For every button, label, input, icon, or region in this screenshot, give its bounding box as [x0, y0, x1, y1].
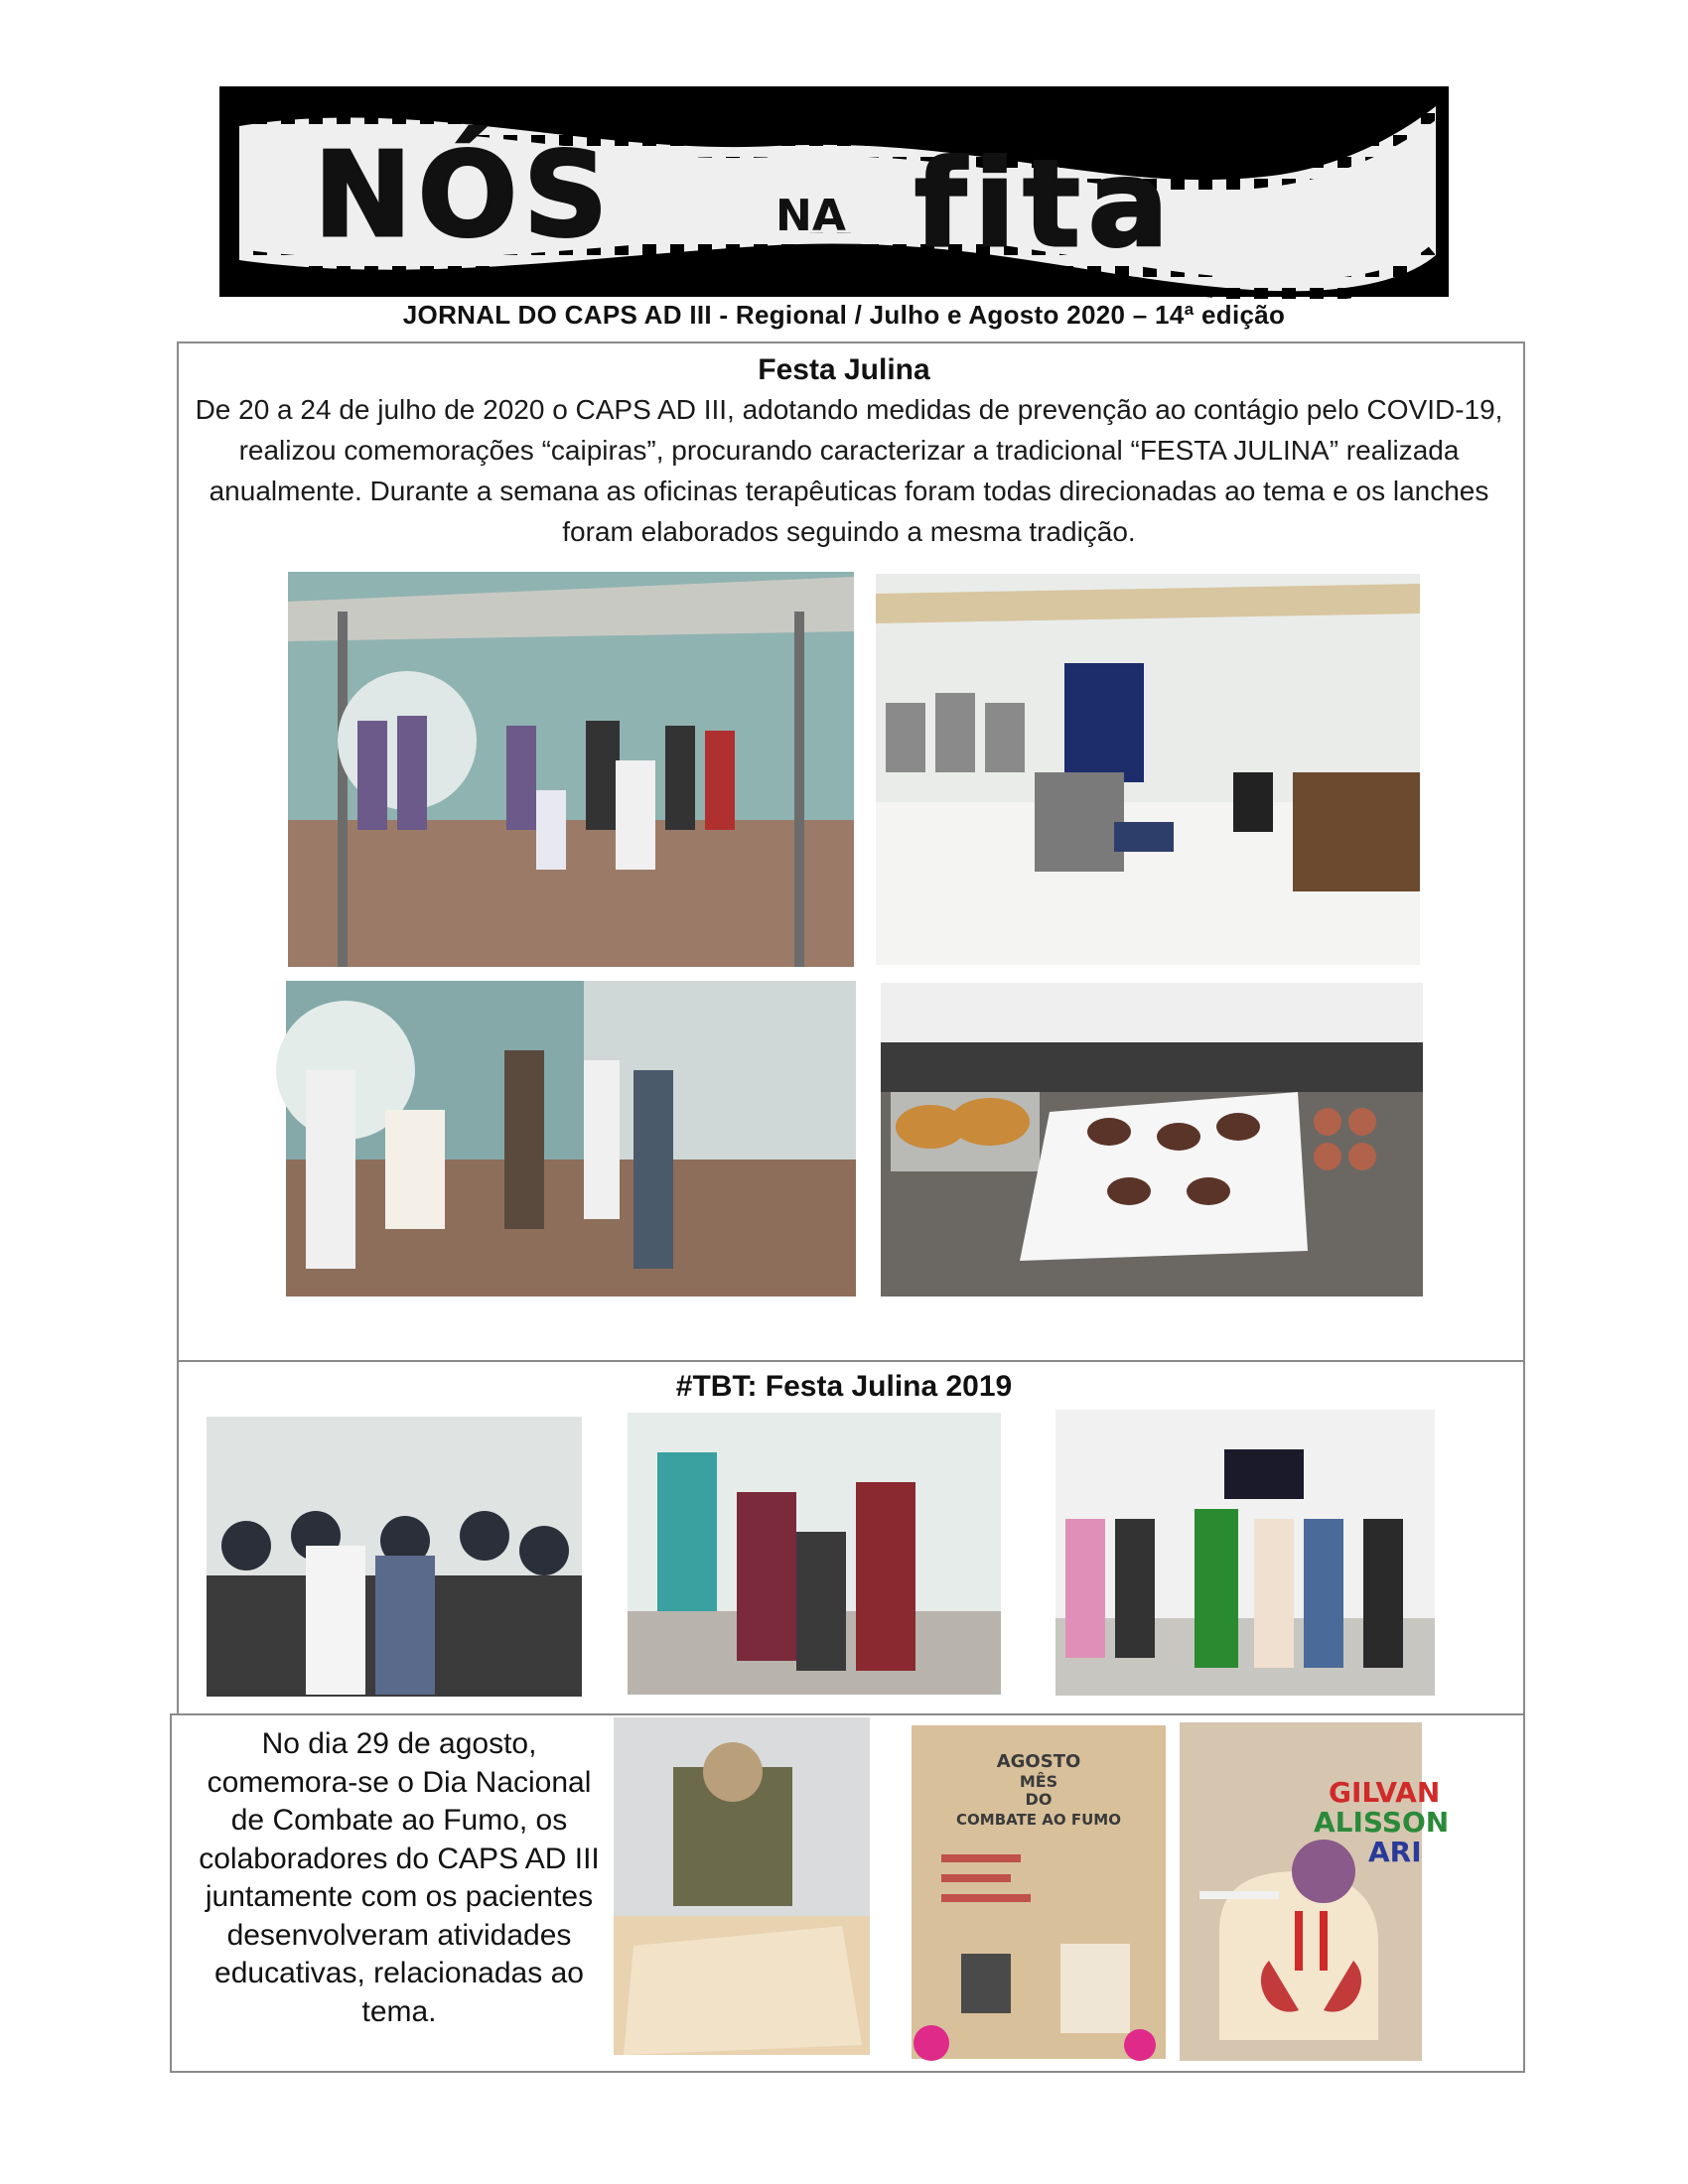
- photo-indoor-hall: [876, 574, 1420, 965]
- combate-fumo-text: No dia 29 de agosto, comemora-se o Dia Nacional de Combate ao Fumo, os colaboradores do CAPS AD III juntamente com os pacientes desenvolveram atividades educativas, relacionadas ao tema.: [199, 1727, 600, 2028]
- masthead-logo: [219, 86, 1449, 297]
- photo-tbt-costumes: [1055, 1410, 1435, 1696]
- photo-tbt-crowd: [207, 1417, 582, 1697]
- svg-text:fita: fita: [914, 136, 1177, 274]
- photo-outdoor-group: [288, 572, 854, 967]
- svg-text:NÓS: NÓS: [314, 126, 615, 263]
- svg-text:NA: NA: [775, 191, 846, 241]
- poster-name-2: ALISSON: [1314, 1806, 1450, 1839]
- photo-outdoor-performance: [286, 981, 856, 1297]
- poster-lungs-drawing: [1180, 1722, 1450, 2061]
- poster-name-1: GILVAN: [1329, 1776, 1441, 1809]
- festa-julina-title: Festa Julina: [758, 353, 930, 386]
- edition-subtitle: JORNAL DO CAPS AD III - Regional / Julho e Agosto 2020 – 14ª edição: [402, 300, 1286, 330]
- photo-patient-drawing: [614, 1717, 870, 2055]
- photo-tbt-dance: [628, 1413, 1001, 1695]
- poster-name-3: ARI: [1368, 1836, 1422, 1868]
- tbt-title: #TBT: Festa Julina 2019: [675, 1370, 1013, 1403]
- poster-line-1: AGOSTO: [996, 1751, 1081, 1772]
- photo-snacks: [881, 983, 1423, 1297]
- poster-line-4: COMBATE AO FUMO: [956, 1811, 1121, 1829]
- poster-line-2: MÊS: [1019, 1772, 1058, 1791]
- poster-combate-fumo: [912, 1725, 1166, 2059]
- festa-julina-text: De 20 a 24 de julho de 2020 o CAPS AD III, adotando medidas de prevenção ao contágio pelo COVID-19, realizou comemorações “caipiras”, procurando caracterizar a tradicional “FESTA JULINA” realizada anualmente. Durante a semana as oficinas terapêuticas foram todas direcionadas ao tema e os lanches foram elaborados seguindo a mesma tradição.: [195, 394, 1503, 547]
- film-strip-logo: [219, 86, 1449, 297]
- poster-line-3: DO: [1025, 1790, 1053, 1809]
